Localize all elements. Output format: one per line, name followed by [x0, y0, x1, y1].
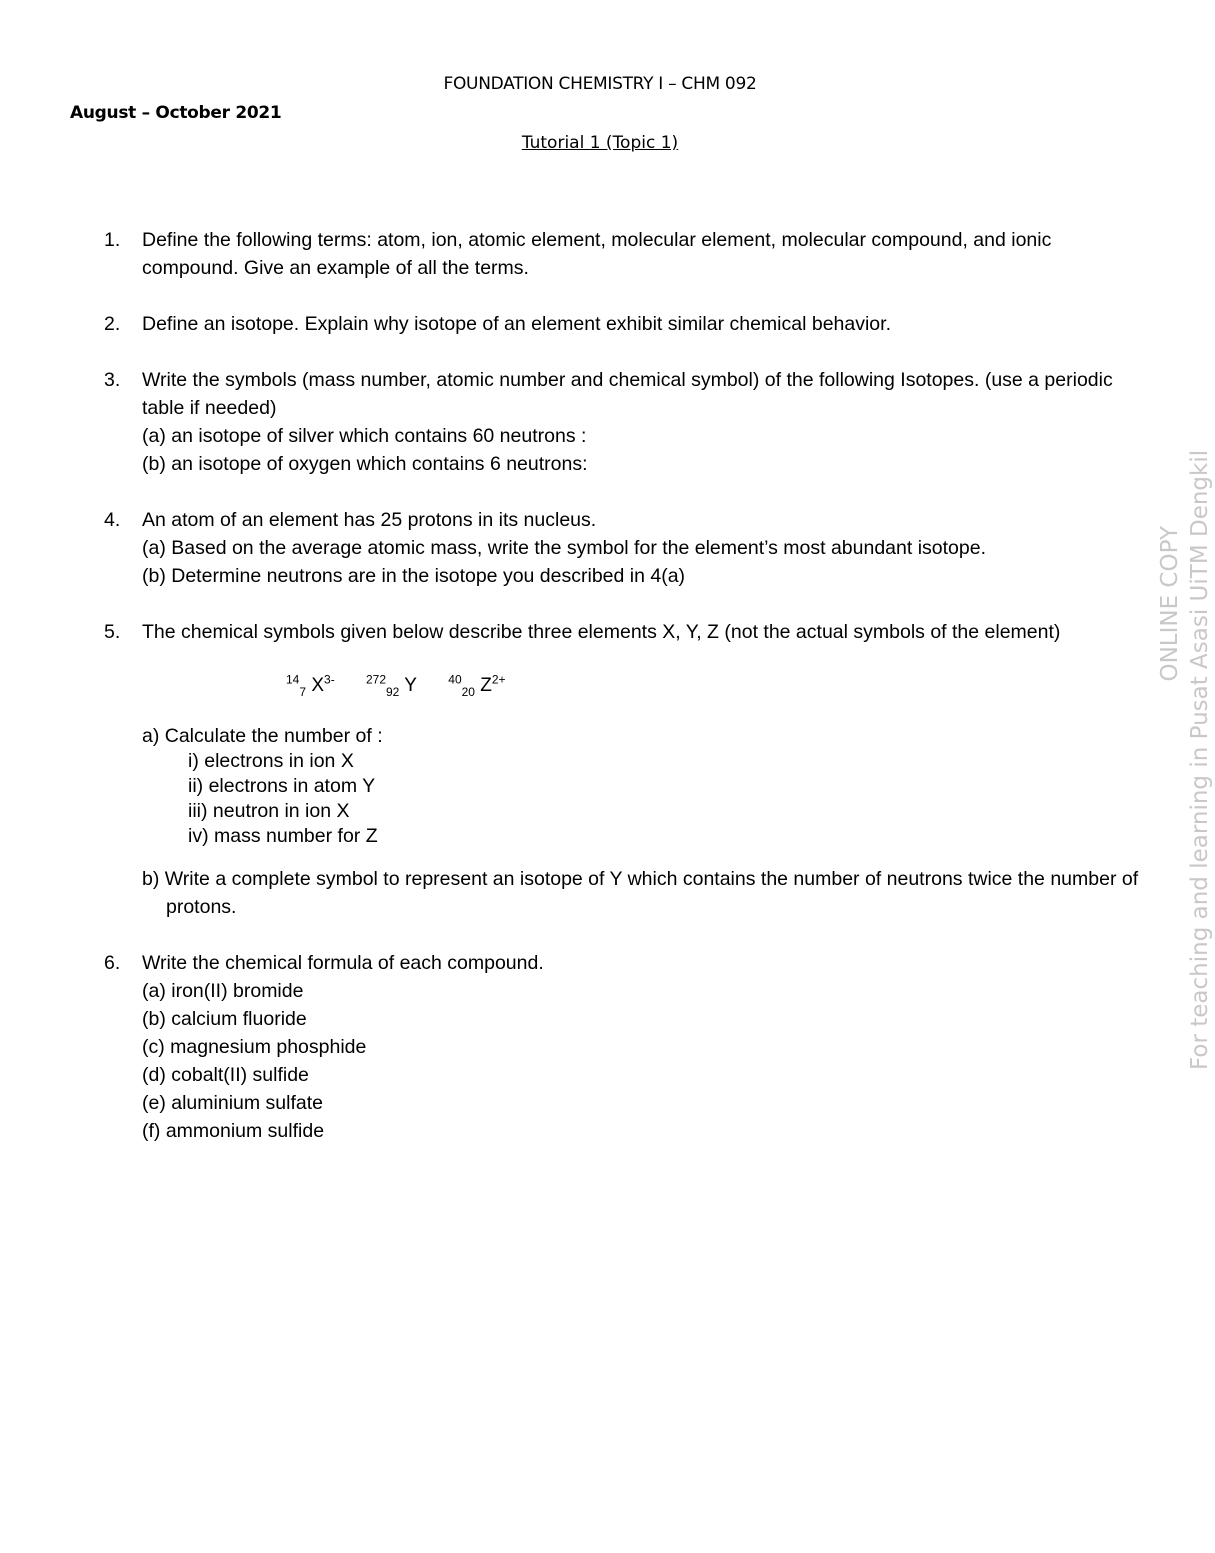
question-text: Define the following terms: atom, ion, atomic element, molecular element, molecular compound, and ionic compound. Give an example of all the terms. — [142, 229, 1052, 279]
symbol-y-atomic: 92 — [386, 685, 400, 700]
question-text: Define an isotope. Explain why isotope of an element exhibit similar chemical behavior. — [142, 313, 891, 335]
symbol-z-letter: Z — [480, 675, 492, 697]
document-date: August – October 2021 — [70, 103, 282, 123]
question-1 — [104, 226, 1144, 282]
symbol-y — [365, 673, 417, 700]
question-part-a: (a) Based on the average atomic mass, write the symbol for the element’s most abundant isotope. — [142, 537, 986, 559]
question-3 — [104, 366, 1144, 478]
symbol-x-letter: X — [311, 675, 325, 697]
question-part-b: (b) Determine neutrons are in the isotope you described in 4(a) — [142, 565, 686, 587]
symbol-z — [448, 673, 506, 700]
list-item: (e) aluminium sulfate — [142, 1092, 323, 1115]
watermark — [1155, 449, 1215, 1070]
symbol-x — [286, 673, 335, 700]
element-symbols — [286, 666, 1144, 706]
question-6 — [104, 949, 1144, 1145]
watermark-line-1: ONLINE COPY — [1157, 526, 1183, 682]
list-item: iii) neutron in ion X — [188, 800, 350, 823]
question-2 — [104, 310, 1144, 338]
list-item: (a) iron(II) bromide — [142, 980, 304, 1003]
part-a-heading: a) Calculate the number of : — [142, 725, 383, 748]
question-part-b: (b) an isotope of oxygen which contains 6 neutrons: — [142, 453, 588, 475]
symbol-x-charge: 3- — [324, 673, 335, 687]
question-number: 5. — [104, 621, 121, 643]
list-item: (f) ammonium sulfide — [142, 1120, 325, 1143]
question-number: 1. — [104, 229, 121, 251]
symbol-z-charge: 2+ — [491, 673, 506, 687]
question-list — [104, 226, 1144, 1173]
question-text: An atom of an element has 25 protons in its nucleus. — [142, 509, 597, 531]
question-number: 3. — [104, 369, 121, 391]
question-5 — [104, 618, 1144, 921]
question-part-a: (a) an isotope of silver which contains 60 neutrons : — [142, 425, 587, 447]
question-number: 6. — [104, 952, 121, 975]
question-part-a — [142, 724, 1144, 849]
document-title: FOUNDATION CHEMISTRY I – CHM 092 — [443, 74, 757, 94]
list-item: (c) magnesium phosphide — [142, 1036, 367, 1059]
symbol-z-atomic: 20 — [461, 685, 475, 700]
question-part-b: b) Write a complete symbol to represent an isotope of Y which contains the number of neutrons twice the number of protons. — [142, 868, 1139, 919]
list-item: iv) mass number for Z — [188, 825, 378, 848]
question-text: Write the chemical formula of each compound. — [142, 952, 544, 975]
list-item: (b) calcium fluoride — [142, 1008, 307, 1031]
question-number: 4. — [104, 509, 121, 531]
document-subtitle: Tutorial 1 (Topic 1) — [521, 133, 679, 153]
watermark-line-2: For teaching and learning in Pusat Asasi UiTM Dengkil — [1187, 449, 1213, 1070]
symbol-y-letter: Y — [404, 675, 417, 697]
question-4 — [104, 506, 1144, 590]
question-number: 2. — [104, 313, 121, 335]
symbol-x-mass: 14 — [286, 673, 300, 687]
list-item: ii) electrons in atom Y — [188, 775, 376, 798]
symbol-x-atomic: 7 — [299, 685, 307, 700]
symbol-y-mass: 272 — [365, 673, 386, 687]
list-item: (d) cobalt(II) sulfide — [142, 1064, 309, 1087]
question-text: Write the symbols (mass number, atomic number and chemical symbol) of the following Isotopes. (use a periodic table if needed) — [142, 369, 1113, 419]
question-text: The chemical symbols given below describe three elements X, Y, Z (not the actual symbols of the element) — [142, 621, 1061, 643]
symbol-z-mass: 40 — [448, 673, 462, 687]
list-item: i) electrons in ion X — [188, 750, 354, 773]
